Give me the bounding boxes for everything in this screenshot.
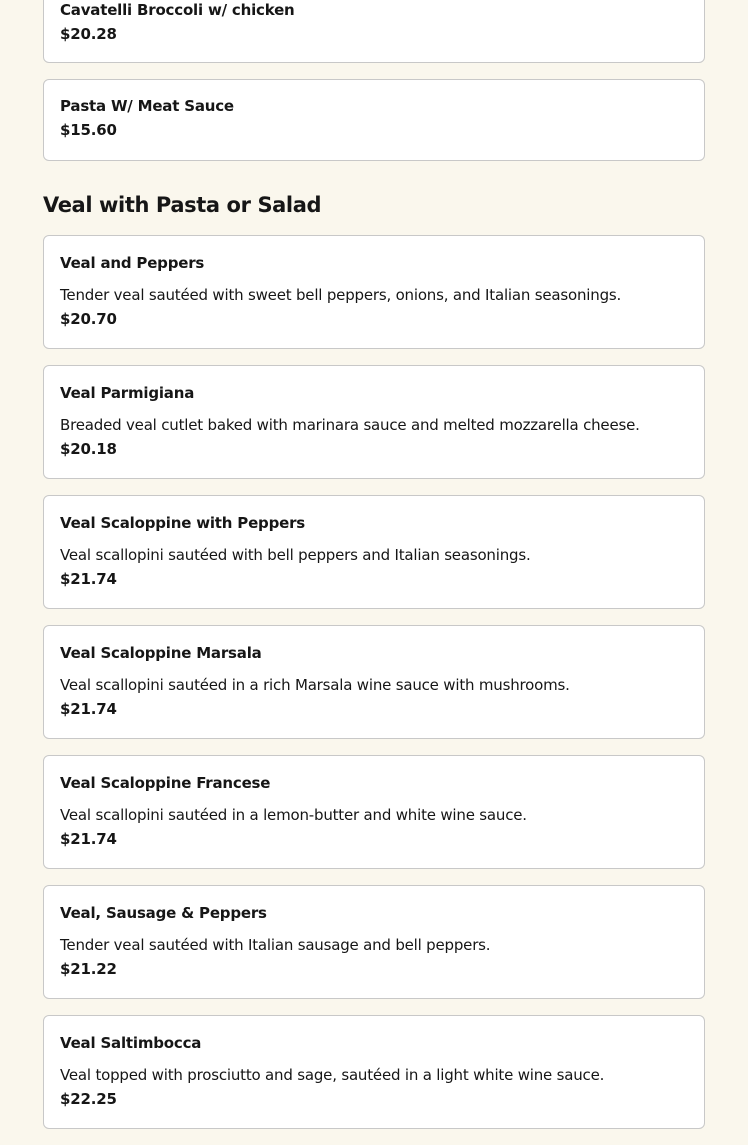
section-heading-veal: Veal with Pasta or Salad bbox=[43, 193, 322, 217]
menu-item-name: Veal, Sausage & Peppers bbox=[60, 904, 267, 922]
menu-item-name: Veal Scaloppine with Peppers bbox=[60, 514, 306, 532]
menu-item-description: Veal scallopini sautéed in a lemon-butter and white wine sauce. bbox=[60, 806, 527, 824]
menu-item-card[interactable] bbox=[43, 885, 705, 999]
menu-item-price: $21.74 bbox=[60, 570, 117, 588]
menu-item-card[interactable] bbox=[43, 79, 705, 161]
menu-item-name: Veal Scaloppine Marsala bbox=[60, 644, 262, 662]
menu-item-name: Cavatelli Broccoli w/ chicken bbox=[60, 1, 295, 19]
menu-item-description: Tender veal sautéed with Italian sausage and bell peppers. bbox=[60, 936, 491, 954]
menu-item-price: $15.60 bbox=[60, 121, 117, 139]
menu-item-card[interactable] bbox=[43, 365, 705, 479]
menu-item-name: Veal Parmigiana bbox=[60, 384, 195, 402]
menu-item-name: Veal Saltimbocca bbox=[60, 1034, 202, 1052]
menu-item-card[interactable] bbox=[43, 495, 705, 609]
menu-item-price: $20.18 bbox=[60, 440, 117, 458]
menu-item-price: $22.25 bbox=[60, 1090, 117, 1108]
menu-item-card[interactable] bbox=[43, 1015, 705, 1129]
menu-item-description: Tender veal sautéed with sweet bell peppers, onions, and Italian seasonings. bbox=[60, 286, 622, 304]
menu-item-name: Veal Scaloppine Francese bbox=[60, 774, 271, 792]
menu-item-price: $21.22 bbox=[60, 960, 117, 978]
menu-item-name: Pasta W/ Meat Sauce bbox=[60, 97, 234, 115]
menu-item-name: Veal and Peppers bbox=[60, 254, 205, 272]
menu-item-price: $21.74 bbox=[60, 700, 117, 718]
menu-item-description: Veal scallopini sautéed in a rich Marsala wine sauce with mushrooms. bbox=[60, 676, 570, 694]
menu-item-card[interactable] bbox=[43, 0, 705, 63]
menu-item-card[interactable] bbox=[43, 755, 705, 869]
menu-page bbox=[43, 0, 705, 1145]
menu-item-card[interactable] bbox=[43, 235, 705, 349]
menu-item-description: Veal topped with prosciutto and sage, sautéed in a light white wine sauce. bbox=[60, 1066, 605, 1084]
menu-item-price: $20.28 bbox=[60, 25, 117, 43]
menu-item-description: Veal scallopini sautéed with bell peppers and Italian seasonings. bbox=[60, 546, 531, 564]
menu-item-price: $21.74 bbox=[60, 830, 117, 848]
menu-item-price: $20.70 bbox=[60, 310, 117, 328]
menu-item-card[interactable] bbox=[43, 625, 705, 739]
menu-item-description: Breaded veal cutlet baked with marinara sauce and melted mozzarella cheese. bbox=[60, 416, 640, 434]
